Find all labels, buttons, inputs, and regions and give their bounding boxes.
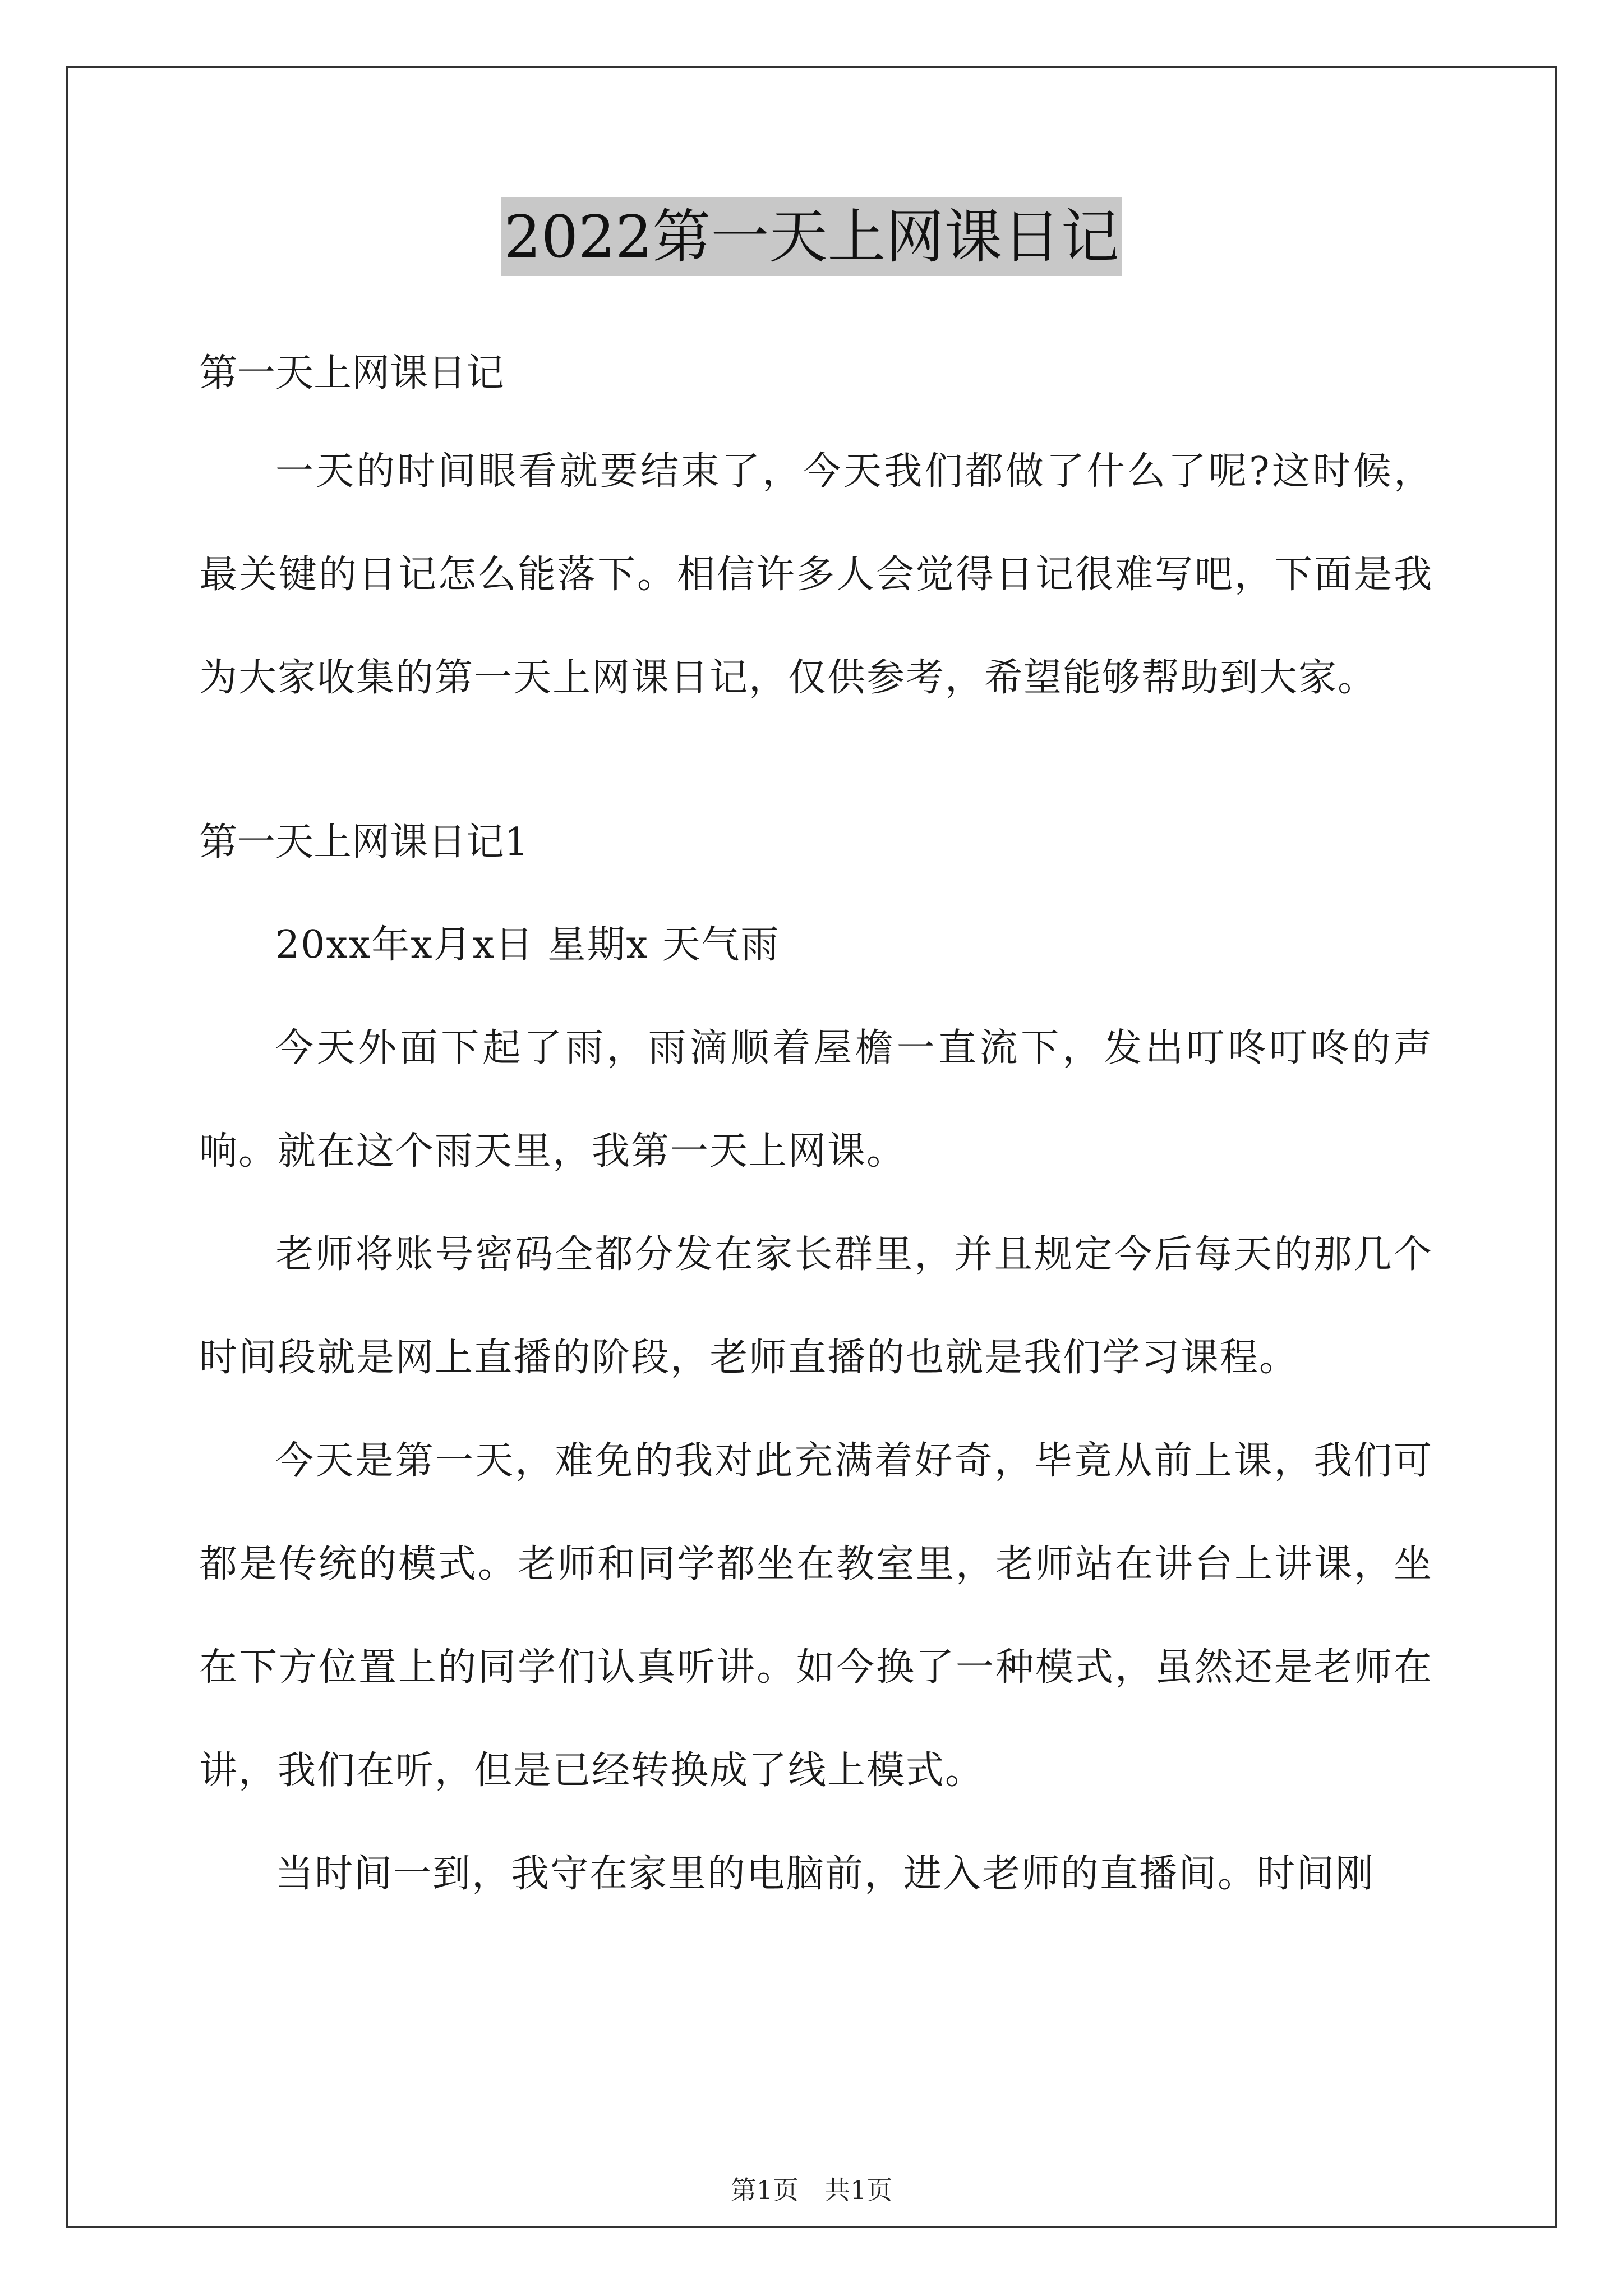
title-container [0,197,1623,276]
date-line: 20xx年x月x日 星期x 天气雨 [275,923,780,967]
page-total: 共1页 [824,2175,893,2205]
body-paragraph: 当时间一到，我守在家里的电脑前，进入老师的直播间。时间刚 [275,1852,1375,1896]
subtitle: 第一天上网课日记 [199,351,505,395]
body-paragraph: 今天外面下起了雨，雨滴顺着屋檐一直流下，发出叮咚叮咚的声响。就在这个雨天里，我第一天上网课。 [199,1026,1433,1174]
section-heading: 第一天上网课日记1 [199,820,529,864]
body-paragraph: 今天是第一天，难免的我对此充满着好奇，毕竟从前上课，我们可都是传统的模式。老师和同学都坐在教室里，老师站在讲台上讲课，坐在下方位置上的同学们认真听讲。如今换了一种模式，虽然还是老师在讲，我们在听，但是已经转换成了线上模式。 [199,1439,1433,1793]
page-footer [0,2170,1623,2207]
intro-paragraph: 一天的时间眼看就要结束了，今天我们都做了什么了呢?这时候，最关键的日记怎么能落下。相信许多人会觉得日记很难写吧，下面是我为大家收集的第一天上网课日记，仅供参考，希望能够帮助到大家。 [199,449,1433,700]
document-body [199,345,1433,1926]
page-number: 第1页 [730,2175,799,2205]
body-paragraph: 老师将账号密码全都分发在家长群里，并且规定今后每天的那几个时间段就是网上直播的阶段，老师直播的也就是我们学习课程。 [199,1232,1433,1380]
document-title: 2022第一天上网课日记 [501,197,1123,276]
